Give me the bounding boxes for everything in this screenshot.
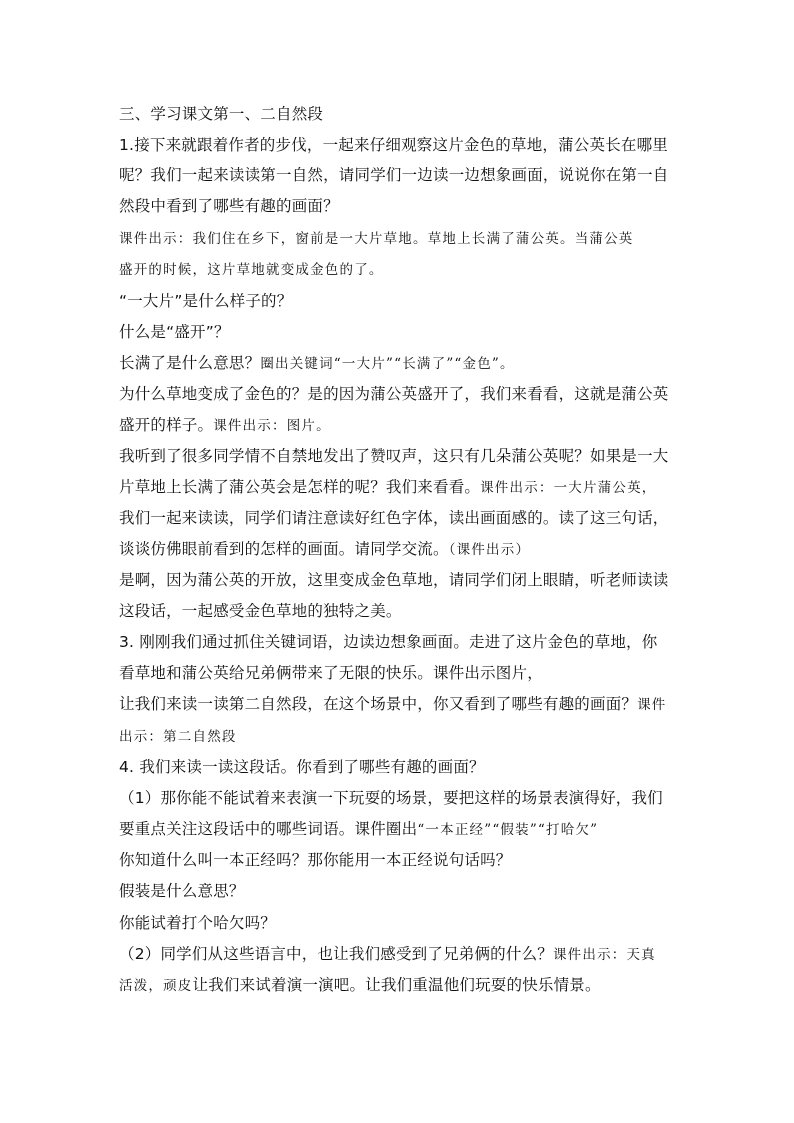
body-text: 长满了是什么意思？ xyxy=(119,354,261,372)
body-text: 让我们来读一读第二自然段，在这个场景中，你又看到了哪些有趣的画面？ xyxy=(119,695,638,713)
courseware-note-text: （课件出示） xyxy=(448,542,531,558)
body-text: 你能试着打个哈欠吗？ xyxy=(119,914,277,932)
body-text: （1）那你能不能试着来表演一下玩耍的场景，要把这样的场景表演得好，我们 xyxy=(119,789,663,807)
text-line xyxy=(119,757,485,777)
body-text: 是啊，因为蒲公英的开放，这里变成金色草地，请同学们闭上眼睛，听老师读读 xyxy=(119,571,669,589)
courseware-note-text: “一本正经”“假装”“打哈欠” xyxy=(417,822,599,838)
text-line xyxy=(119,228,634,249)
courseware-note-text: 课件出示：图片。 xyxy=(213,418,331,434)
text-line xyxy=(119,477,657,498)
body-text: 假装是什么意思？ xyxy=(119,882,245,900)
body-text: 要重点关注这段话中的哪些词语。课件圈出 xyxy=(119,820,418,838)
body-text: 然段中看到了哪些有趣的画面？ xyxy=(119,197,339,215)
text-line xyxy=(119,570,669,590)
courseware-note-text: 盛开的时候，这片草地就变成金色的了。 xyxy=(119,262,384,278)
courseware-note-text: 活泼，顽皮 xyxy=(119,978,193,994)
text-line xyxy=(119,601,402,621)
text-line xyxy=(119,415,331,436)
text-line xyxy=(119,259,384,280)
text-line xyxy=(119,663,543,683)
text-line xyxy=(119,322,230,342)
body-text: 盛开的样子。 xyxy=(119,416,214,434)
text-line xyxy=(119,975,601,996)
courseware-note-text: 课件 xyxy=(637,697,667,713)
body-text: 看草地和蒲公英给兄弟俩带来了无限的快乐。课件出示图片， xyxy=(119,664,543,682)
body-text: 3. 刚刚我们通过抓住关键词语，边读边想象画面。走进了这片金色的草地，你 xyxy=(119,633,658,651)
courseware-note-text: 课件出示：一大片蒲公英， xyxy=(480,480,657,496)
text-line xyxy=(119,881,245,901)
body-text: 谈谈仿佛眼前看到的怎样的画面。请同学交流。 xyxy=(119,540,449,558)
body-text: 三、学习课文第一、二自然段 xyxy=(119,105,324,123)
text-line xyxy=(119,850,512,870)
text-line xyxy=(119,196,339,216)
courseware-note-text: 课件出示：天真 xyxy=(552,947,656,963)
body-text: 呢？我们一起来读读第一自然，请同学们一边读一边想象画面，说说你在第一自 xyxy=(119,166,669,184)
text-line xyxy=(119,508,669,528)
text-line xyxy=(119,632,657,652)
text-line xyxy=(119,104,323,124)
body-text: 什么是“盛开”？ xyxy=(119,323,230,341)
body-text: 片草地上长满了蒲公英会是怎样的呢？我们来看看。 xyxy=(119,478,481,496)
body-text: 让我们来试着演一演吧。让我们重温他们玩耍的快乐情景。 xyxy=(192,976,601,994)
text-line xyxy=(119,291,292,311)
body-text: 这段话，一起感受金色草地的独特之美。 xyxy=(119,602,402,620)
courseware-note-text: 课件出示：我们住在乡下，窗前是一大片草地。草地上长满了蒲公英。当蒲公英 xyxy=(119,231,634,247)
text-line xyxy=(119,944,656,965)
text-line xyxy=(119,353,515,374)
body-text: 你知道什么叫一本正经吗？那你能用一本正经说句话吗？ xyxy=(119,851,512,869)
text-line xyxy=(119,726,237,747)
text-line xyxy=(119,539,530,560)
text-line xyxy=(119,446,669,466)
body-text: 我听到了很多同学情不自禁地发出了赞叹声，这只有几朵蒲公英呢？如果是一大 xyxy=(119,447,669,465)
body-text: 4. 我们来读一读这段话。你看到了哪些有趣的画面？ xyxy=(119,758,485,776)
body-text: 我们一起来读读，同学们请注意读好红色字体，读出画面感的。读了这三句话， xyxy=(119,509,669,527)
courseware-note-text: 圈出关键词“一大片”“长满了”“金色”。 xyxy=(260,356,515,372)
text-line xyxy=(119,694,667,715)
text-line xyxy=(119,819,598,840)
text-line xyxy=(119,913,276,933)
text-line xyxy=(119,788,663,808)
body-text: （2）同学们从这些语言中，也让我们感受到了兄弟俩的什么？ xyxy=(119,945,553,963)
body-text: 1.接下来就跟着作者的步伐，一起来仔细观察这片金色的草地，蒲公英长在哪里 xyxy=(119,136,668,154)
text-line xyxy=(119,384,669,404)
body-text: “一大片”是什么样子的？ xyxy=(119,292,293,310)
courseware-note-text: 出示：第二自然段 xyxy=(119,729,237,745)
text-line xyxy=(119,165,669,185)
body-text: 为什么草地变成了金色的？是的因为蒲公英盛开了，我们来看看，这就是蒲公英 xyxy=(119,385,669,403)
text-line xyxy=(119,135,668,155)
